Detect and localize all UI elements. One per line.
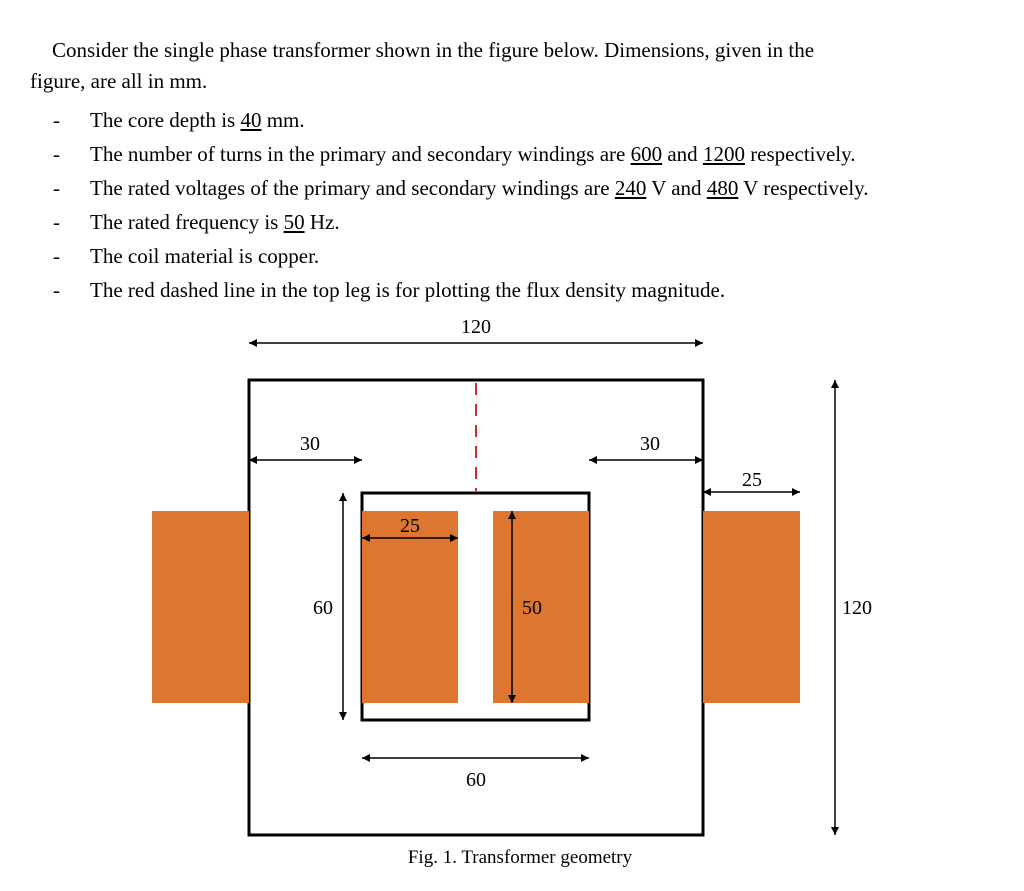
primary-voltage-value: 240 <box>614 176 647 200</box>
window-width-label: 60 <box>466 769 486 791</box>
intro-line-2: figure, are all in mm. <box>30 69 208 93</box>
primary-coil-outer <box>152 511 249 703</box>
spec-voltages: - The rated voltages of the primary and secondary windings are 240 V and 480 V respectively. <box>50 171 1010 205</box>
spec-turns: - The number of turns in the primary and secondary windings are 600 and 1200 respectively. <box>50 137 1010 171</box>
bullet-dash: - <box>53 244 60 268</box>
overall-height-label: 120 <box>842 597 872 619</box>
right-leg-label: 30 <box>640 433 660 455</box>
frequency-value: 50 <box>283 210 305 234</box>
primary-coil-inner <box>362 511 458 703</box>
bullet-dash: - <box>53 278 60 302</box>
bullet-dash: - <box>53 176 60 200</box>
secondary-voltage-value: 480 <box>706 176 739 200</box>
spec-frequency: - The rated frequency is 50 Hz. <box>50 205 1010 239</box>
bullet-dash: - <box>53 142 60 166</box>
coil-height-label: 50 <box>522 597 542 619</box>
secondary-coil-outer <box>703 511 800 703</box>
overall-width-label: 120 <box>461 316 491 338</box>
bullet-dash: - <box>53 108 60 132</box>
spec-core-depth: - The core depth is 40 mm. <box>50 103 1010 137</box>
outer-coil-width-label: 25 <box>742 469 762 491</box>
window-height-label: 60 <box>313 597 333 619</box>
spec-coil-material: - The coil material is copper. <box>50 239 1010 273</box>
inner-coil-width-label: 25 <box>400 515 420 537</box>
primary-turns-value: 600 <box>630 142 663 166</box>
bullet-dash: - <box>53 210 60 234</box>
left-leg-label: 30 <box>300 433 320 455</box>
spec-flux-line-note: - The red dashed line in the top leg is for plotting the flux density magnitude. <box>50 273 1010 307</box>
secondary-turns-value: 1200 <box>702 142 745 166</box>
intro-line-1: Consider the single phase transformer shown in the figure below. Dimensions, given in the <box>52 38 815 62</box>
core-depth-value: 40 <box>240 108 262 132</box>
figure-caption: Fig. 1. Transformer geometry <box>407 847 633 868</box>
